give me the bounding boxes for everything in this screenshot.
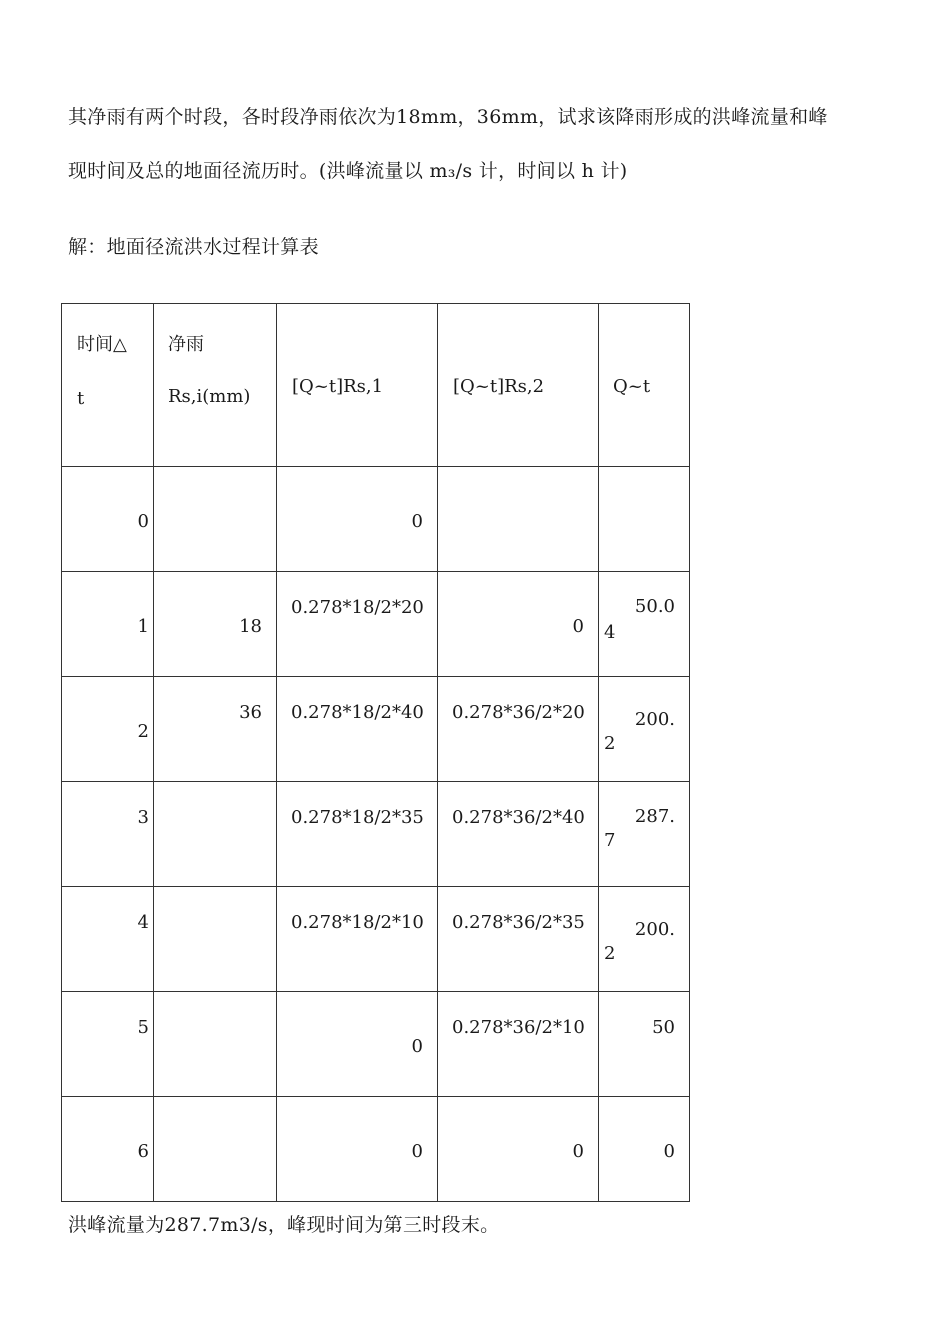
cell-qt-value: 200. [634, 709, 675, 730]
cell-q1 [277, 467, 438, 572]
header-q1 [277, 304, 438, 467]
header-qt [599, 304, 690, 467]
table-row [62, 677, 690, 782]
header-q2 [438, 304, 599, 467]
cell-q2 [438, 887, 599, 992]
cell-q2 [438, 992, 599, 1097]
table-row [62, 782, 690, 887]
cell-qt [599, 992, 690, 1097]
cell-qt [599, 572, 690, 677]
cell-q1 [277, 887, 438, 992]
cell-q1-value: 0 [411, 1036, 423, 1057]
cell-q2-value: 0.278*36/2*10 [452, 1017, 585, 1038]
cell-rs [154, 782, 277, 887]
cell-t-value: 3 [137, 807, 149, 828]
cell-q1 [277, 572, 438, 677]
header-qt-label: Q~t [613, 376, 651, 397]
cell-qt [599, 887, 690, 992]
cell-q1 [277, 992, 438, 1097]
cell-q1-value: 0 [411, 1141, 423, 1162]
cell-rs-value: 18 [239, 616, 262, 637]
cell-qt-value: 50.0 [634, 596, 675, 617]
cell-q2 [438, 677, 599, 782]
result-text: 洪峰流量为287.7m3/s，峰现时间为第三时段末。 [68, 1214, 500, 1236]
header-rain [154, 304, 277, 467]
cell-q2 [438, 782, 599, 887]
cell-t-value: 2 [137, 721, 149, 742]
cell-t-value: 4 [137, 912, 149, 933]
cell-t [62, 677, 154, 782]
cell-t-value: 6 [137, 1141, 149, 1162]
cell-qt [599, 677, 690, 782]
cell-q2 [438, 572, 599, 677]
header-time-unit: t [77, 388, 85, 409]
header-time [62, 304, 154, 467]
cell-qt [599, 467, 690, 572]
header-rain-label: 净雨 [168, 334, 204, 355]
cell-t-value: 0 [137, 511, 149, 532]
cell-qt-value: 0 [663, 1141, 675, 1162]
cell-q2-value: 0 [572, 616, 584, 637]
cell-rs [154, 992, 277, 1097]
cell-q1 [277, 677, 438, 782]
cell-t [62, 572, 154, 677]
cell-qt-value-wrap: 2 [604, 733, 616, 754]
cell-rs [154, 887, 277, 992]
table-row [62, 887, 690, 992]
flood-calculation-table [61, 303, 690, 1202]
cell-q1-value: 0.278*18/2*10 [291, 912, 424, 933]
cell-t [62, 467, 154, 572]
header-q2-label: [Q~t]Rs,2 [453, 376, 545, 397]
cell-q1 [277, 1097, 438, 1202]
problem-text-line1: 其净雨有两个时段，各时段净雨依次为18mm，36mm，试求该降雨形成的洪峰流量和峰 [68, 106, 828, 128]
table-row [62, 992, 690, 1097]
cell-qt-value-wrap: 4 [604, 622, 616, 643]
header-q1-label: [Q~t]Rs,1 [292, 376, 384, 397]
cell-t [62, 782, 154, 887]
table-row [62, 572, 690, 677]
cell-t-value: 5 [137, 1017, 149, 1038]
solution-title: 解：地面径流洪水过程计算表 [68, 236, 319, 258]
cell-q2-value: 0.278*36/2*20 [452, 702, 585, 723]
cell-qt-value: 50 [652, 1017, 675, 1038]
table-row [62, 467, 690, 572]
cell-t [62, 1097, 154, 1202]
cell-q1-value: 0.278*18/2*40 [291, 702, 424, 723]
cell-q2-value: 0.278*36/2*40 [452, 807, 585, 828]
cell-rs [154, 572, 277, 677]
cell-q1-value: 0 [411, 511, 423, 532]
cell-rs [154, 1097, 277, 1202]
cell-t-value: 1 [137, 616, 149, 637]
cell-qt-value: 200. [634, 919, 675, 940]
cell-qt-value: 287. [634, 806, 675, 827]
cell-q1-value: 0.278*18/2*20 [291, 597, 424, 618]
cell-q1 [277, 782, 438, 887]
header-rain-unit: Rs,i(mm) [168, 386, 251, 407]
cell-rs [154, 467, 277, 572]
cell-t [62, 887, 154, 992]
cell-t [62, 992, 154, 1097]
cell-qt-value-wrap: 2 [604, 943, 616, 964]
table-header-row [62, 304, 690, 467]
cell-q2 [438, 467, 599, 572]
header-time-label: 时间△ [77, 334, 127, 355]
cell-rs [154, 677, 277, 782]
cell-q2-value: 0 [572, 1141, 584, 1162]
cell-q1-value: 0.278*18/2*35 [291, 807, 424, 828]
cell-q2 [438, 1097, 599, 1202]
cell-qt [599, 1097, 690, 1202]
problem-text-line2: 现时间及总的地面径流历时。(洪峰流量以 m₃/s 计，时间以 h 计) [68, 160, 628, 182]
cell-qt [599, 782, 690, 887]
table-row [62, 1097, 690, 1202]
cell-qt-value-wrap: 7 [604, 830, 616, 851]
cell-rs-value: 36 [239, 702, 262, 723]
cell-q2-value: 0.278*36/2*35 [452, 912, 585, 933]
